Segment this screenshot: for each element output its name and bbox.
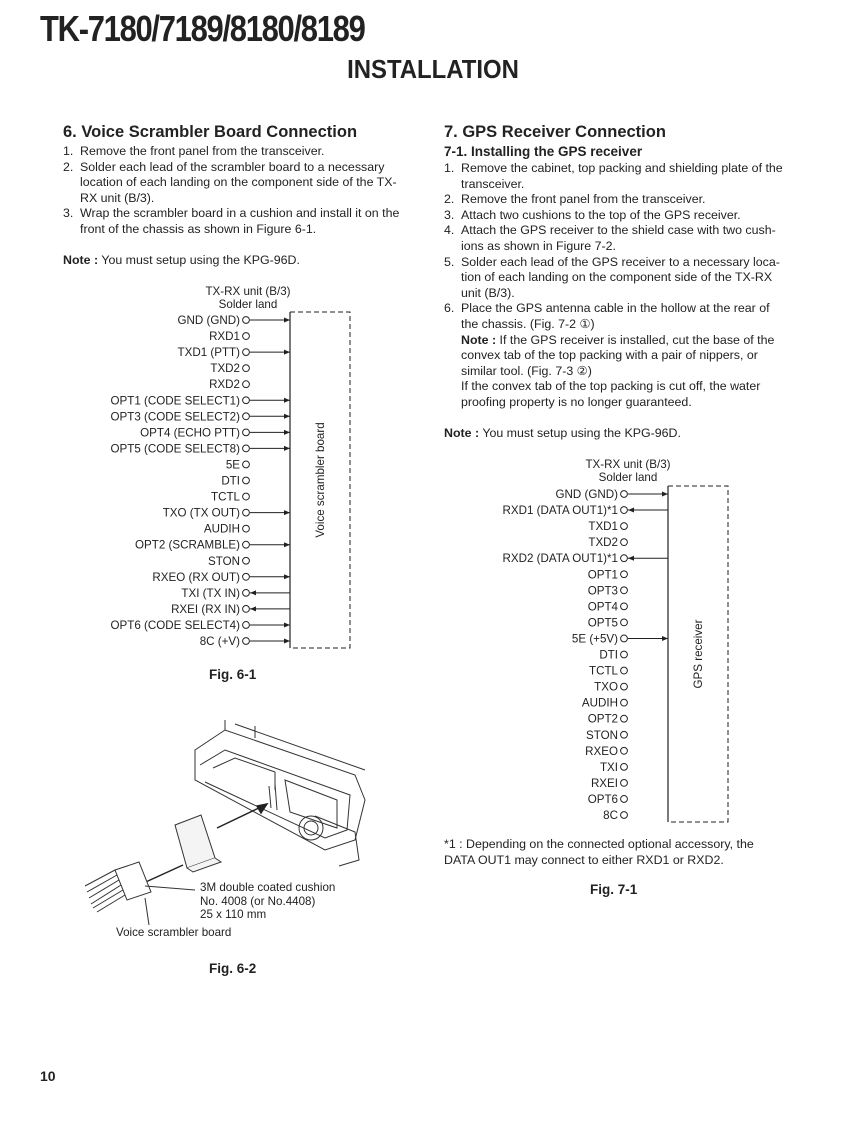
pin-label: OPT3 (CODE SELECT2) [110,410,240,424]
arrow-left-icon [628,508,634,513]
solder-land-icon [243,477,250,484]
pin-label: OPT1 (CODE SELECT1) [110,394,240,408]
pin-list [111,314,291,648]
step-note-line: similar tool. (Fig. 7-3 ②) [461,363,592,378]
step-note-line: convex tab of the top packing with a pair of nippers, or [461,348,758,363]
section-6-heading: 6. Voice Scrambler Board Connection [63,123,358,141]
step-number: 2. [444,192,455,207]
pin-label: 8C [603,809,618,822]
pin-row [181,587,290,600]
pin-label: OPT6 [587,792,618,806]
model-number: TK-7180/7189/8180/8189 [40,8,365,49]
solder-land-icon [621,651,628,658]
arrow-right-icon [662,636,668,641]
pin-row [111,394,291,407]
section-6-steps [63,144,413,238]
section-7-note [444,426,789,440]
section-6-note [63,253,413,267]
board-label: Voice scrambler board [314,422,327,538]
step-number: 5. [444,254,455,269]
pin-row [599,649,627,662]
pin-row [588,536,627,549]
solder-land-icon [621,539,628,546]
arrow-left-icon [250,606,256,611]
section-7-heading: 7. GPS Receiver Connection [444,123,666,141]
pin-label: OPT5 [587,616,618,630]
pin-label: TCTL [589,664,618,678]
section-7-subheading: 7-1. Installing the GPS receiver [444,144,643,159]
arrow-right-icon [284,398,290,403]
solder-land-icon [243,557,250,564]
step-number: 1. [444,161,455,175]
solder-land-icon [621,491,628,498]
pin-label: TXD1 [588,520,618,534]
arrow-right-icon [284,446,290,451]
step-number: 3. [63,206,74,221]
fig-7-1-label: Fig. 7-1 [590,882,638,897]
pin-row [603,809,627,822]
note-text: You must setup using the KPG-96D. [479,425,681,440]
pin-row [178,346,290,359]
pin-label: AUDIH [581,696,618,710]
step-item [63,206,413,237]
solder-land-icon [243,622,250,629]
pin-label: GND (GND) [177,314,240,327]
fig-6-1-label: Fig. 6-1 [209,667,257,682]
cushion-label-line: 25 x 110 mm [200,908,267,921]
pin-label: STON [586,728,618,742]
pin-label: TCTL [211,490,240,504]
solder-land-icon [621,571,628,578]
pin-row [208,555,249,568]
pin-label: DTI [599,648,618,662]
pin-row [209,378,249,391]
step-number: 6. [444,301,455,316]
unit-subtitle: Solder land [218,298,278,311]
unit-title: TX-RX unit (B/3) [205,285,291,298]
arrow-left-icon [250,590,256,595]
step-note-line: If the convex tab of the top packing is cut off, the water [461,379,761,394]
pin-label: OPT1 [587,568,618,582]
pin-label: OPT4 [587,600,618,614]
pin-label: OPT5 (CODE SELECT8) [110,442,240,456]
step-item [444,255,789,302]
solder-land-icon [243,381,250,388]
receiver-label: GPS receiver [692,619,705,689]
pin-label: OPT2 [587,712,618,726]
pin-row [588,713,628,726]
step-line: Remove the cabinet, top packing and shielding plate of the [461,161,783,175]
solder-land-icon [621,780,628,787]
solder-land-icon [621,812,628,819]
pin-row [135,539,290,552]
step-line: tion of each landing on the component side of the TX-RX [461,270,773,285]
solder-land-icon [243,589,250,596]
step-item [444,192,789,208]
pin-row [556,488,668,501]
solder-land-icon [621,715,628,722]
step-line: the chassis. (Fig. 7-2 ①) [461,316,595,331]
cushion-drawing [175,815,221,872]
step-line: Wrap the scrambler board in a cushion and install it on the [80,206,400,221]
step-line: Attach two cushions to the top of the GPS receiver. [461,207,741,222]
solder-land-icon [243,397,250,404]
cushion-label-line: No. 4008 (or No.4408) [200,894,316,908]
pin-row [226,458,250,471]
step-line: Remove the front panel from the transceiver. [80,144,325,158]
step-line: Solder each lead of the scrambler board to a necessary [80,159,385,174]
pin-label: TXD1 (PTT) [177,346,240,360]
pin-row [589,665,627,678]
pin-row [200,635,290,648]
solder-land-icon [621,731,628,738]
solder-land-icon [621,523,628,530]
insert-arrow [217,804,267,828]
step-item [444,208,789,224]
note-text: You must setup using the KPG-96D. [98,252,300,267]
pin-row [591,777,627,790]
pin-label: AUDIH [203,522,240,536]
arrow-right-icon [284,510,290,515]
pin-label: OPT6 (CODE SELECT4) [110,618,240,632]
step-note-line [461,333,789,349]
arrow-right-icon [284,574,290,579]
step-line: Attach the GPS receiver to the shield case with two cush- [461,223,776,238]
step-line: ions as shown in Figure 7-2. [461,238,616,253]
arrow-right-icon [284,318,290,323]
solder-land-icon [243,413,250,420]
pin-row [111,410,291,423]
step-item [63,160,413,207]
solder-land-icon [243,638,250,645]
pin-row [152,571,290,584]
step-item [444,301,789,410]
step-line: Place the GPS antenna cable in the hollow at the rear of [461,301,770,316]
step-line: location of each landing on the component side of the TX- [80,175,397,190]
pin-label: OPT2 (SCRAMBLE) [134,538,240,552]
pin-label: RXD1 (DATA OUT1)*1 [502,504,618,518]
solder-land-icon [243,317,250,324]
pin-row [588,600,628,613]
scrambler-board-drawing [85,862,151,925]
pin-label: RXEI [590,776,618,790]
pin-row [221,475,249,488]
pin-row [502,552,668,565]
pin-label: OPT3 [587,584,618,598]
solder-land-icon [243,509,250,516]
solder-land-icon [243,429,250,436]
step-line: RX unit (B/3). [80,190,155,205]
solder-land-icon [621,763,628,770]
solder-land-icon [243,461,250,468]
pin-list [502,488,668,822]
arrow-right-icon [662,492,668,497]
solder-land-icon [621,603,628,610]
solder-land-icon [621,683,628,690]
pin-row [140,426,290,439]
pin-label: TXI (TX IN) [181,586,240,600]
pin-row [209,330,249,343]
solder-land-icon [621,699,628,706]
footnote [444,836,754,868]
pin-row [204,523,249,536]
pin-label: OPT4 (ECHO PTT) [140,426,240,440]
solder-land-icon [621,635,628,642]
solder-land-icon [621,619,628,626]
pin-row [594,681,627,694]
step-number: 1. [63,144,74,158]
pin-row [210,362,249,375]
pin-row [588,568,628,581]
pin-row [572,632,668,645]
solder-land-icon [243,541,250,548]
step-line: Remove the front panel from the transceiver. [461,192,706,207]
section-7 [444,123,789,440]
step-note-text: If the GPS receiver is installed, cut the base of the [496,332,775,347]
step-note-label: Note : [461,332,497,347]
chassis-drawing [195,720,365,866]
arrow-right-icon [284,639,290,644]
pin-label: 5E (+5V) [571,632,618,646]
pin-row [586,729,627,742]
solder-land-icon [243,573,250,580]
pin-row [585,745,627,758]
pin-label: 8C (+V) [199,635,240,648]
pin-label: TXO (TX OUT) [162,506,240,520]
pin-row [111,619,291,632]
pin-row [588,616,628,629]
solder-land-icon [621,747,628,754]
footnote-line: *1 : Depending on the connected optional accessory, the [444,837,754,851]
pin-row [582,697,627,710]
unit-subtitle: Solder land [598,471,658,484]
step-number: 2. [63,159,74,174]
pin-label: RXEO [585,744,618,758]
note-label: Note : [444,425,480,440]
board-caption: Voice scrambler board [116,926,232,939]
note-label: Note : [63,252,99,267]
pin-row [588,793,628,806]
footnote-line: DATA OUT1 may connect to either RXD1 or RXD2. [444,853,724,867]
solder-land-icon [621,587,628,594]
step-number: 3. [444,207,455,222]
step-item [444,223,789,254]
solder-land-icon [243,525,250,532]
page-title: INSTALLATION [347,54,519,84]
step-line: front of the chassis as shown in Figure 6-1. [80,221,317,236]
solder-land-icon [621,796,628,803]
pin-label: TXI [599,760,618,774]
pin-row [171,603,290,616]
pin-label: 5E [225,458,240,472]
pin-label: RXEO (RX OUT) [152,570,240,584]
step-line: unit (B/3). [461,285,515,300]
step-item [444,161,789,192]
pin-label: TXD2 [210,362,240,376]
section-6 [63,123,413,267]
pin-label: GND (GND) [555,488,618,501]
solder-land-icon [243,445,250,452]
pin-row [111,442,291,455]
cushion-label-line: 3M double coated cushion [200,881,336,894]
pin-label: STON [208,554,240,568]
pin-label: TXO [594,680,618,694]
pin-row [163,507,290,520]
arrow-left-icon [628,556,634,561]
step-line: Solder each lead of the GPS receiver to a necessary loca- [461,254,780,269]
solder-land-icon [621,667,628,674]
pin-label: RXEI (RX IN) [171,602,240,616]
arrow-right-icon [284,542,290,547]
step-number: 4. [444,223,455,238]
pin-row [178,314,290,327]
pin-row [588,584,628,597]
page-number: 10 [40,1068,56,1084]
arrow-right-icon [284,622,290,627]
fig-7-1-wiring-diagram [490,452,750,827]
pin-row [588,520,627,533]
step-item [63,144,413,160]
solder-land-icon [243,606,250,613]
pin-label: RXD2 [209,378,240,392]
solder-land-icon [243,493,250,500]
fig-6-1-wiring-diagram [100,280,370,660]
cushion-label [200,881,335,922]
step-note-line: proofing property is no longer guaranteed. [461,394,692,409]
step-line: transceiver. [461,176,525,191]
arrow-right-icon [284,430,290,435]
pin-label: RXD1 [209,330,240,344]
solder-land-icon [243,333,250,340]
solder-land-icon [621,507,628,514]
unit-title: TX-RX unit (B/3) [585,458,671,471]
arrow-right-icon [284,414,290,419]
pin-row [211,491,249,504]
section-7-steps [444,161,789,411]
pin-row [502,504,668,517]
pin-label: RXD2 (DATA OUT1)*1 [502,552,618,566]
solder-land-icon [243,365,250,372]
fig-6-2-label: Fig. 6-2 [209,961,257,976]
arrow-right-icon [284,350,290,355]
solder-land-icon [621,555,628,562]
solder-land-icon [243,349,250,356]
pin-row [600,761,627,774]
pin-label: TXD2 [588,536,618,550]
pin-label: DTI [221,474,240,488]
